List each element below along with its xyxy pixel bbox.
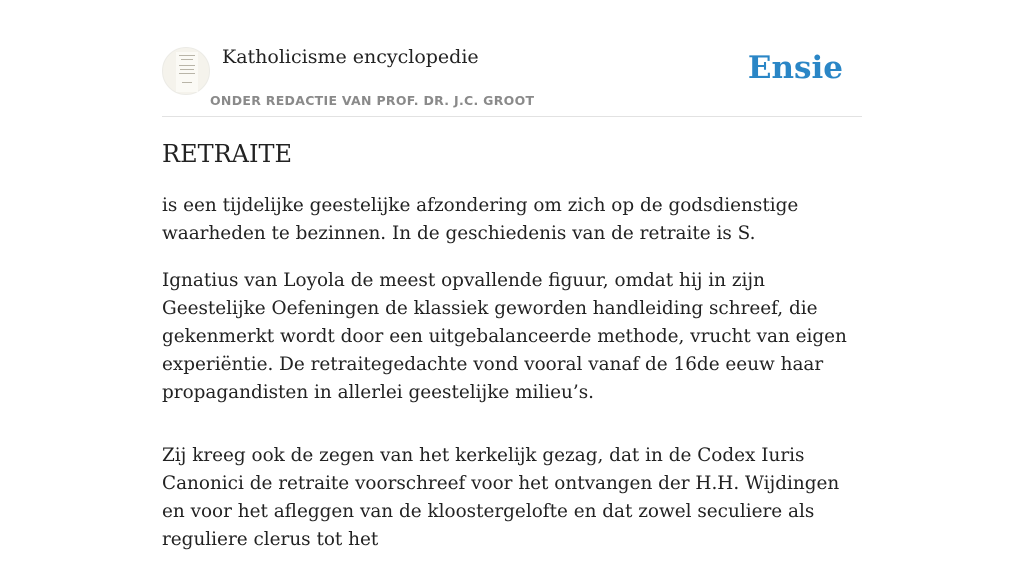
- article: [162, 138, 862, 573]
- site-subtitle: ONDER REDACTIE VAN PROF. DR. J.C. GROOT: [210, 93, 535, 108]
- site-header: [162, 0, 862, 117]
- ensie-logo-link[interactable]: Ensie: [747, 50, 843, 86]
- article-paragraph: Ignatius van Loyola de meest opvallende figuur, omdat hij in zijn Geestelijke Oefeningen de klassiek geworden handleiding schreef, die gekenmerkt wordt door een uitgebalanceerde methode, vrucht van eigen experiëntie. De retraitegedachte vond vooral vanaf de 16de eeuw haar propagandisten in allerlei geestelijke milieu’s.: [162, 270, 847, 403]
- cover-page-icon: [176, 52, 198, 92]
- entry-title: RETRAITE: [162, 140, 293, 168]
- site-title[interactable]: Katholicisme encyclopedie: [222, 46, 479, 68]
- article-paragraph: Zij kreeg ook de zegen van het kerkelijk gezag, dat in de Codex Iuris Canonici de retraite voorschreef voor het ontvangen der H.H. Wijdingen en voor het afleggen van de kloostergelofte en dat zowel seculiere als reguliere clerus tot het: [162, 445, 840, 550]
- encyclopedia-cover-thumbnail[interactable]: [162, 47, 210, 95]
- paragraph-spacer: [162, 426, 862, 442]
- article-paragraph: is een tijdelijke geestelijke afzondering om zich op de godsdienstige waarheden te bezinnen. In de geschiedenis van de retraite is S.: [162, 195, 799, 244]
